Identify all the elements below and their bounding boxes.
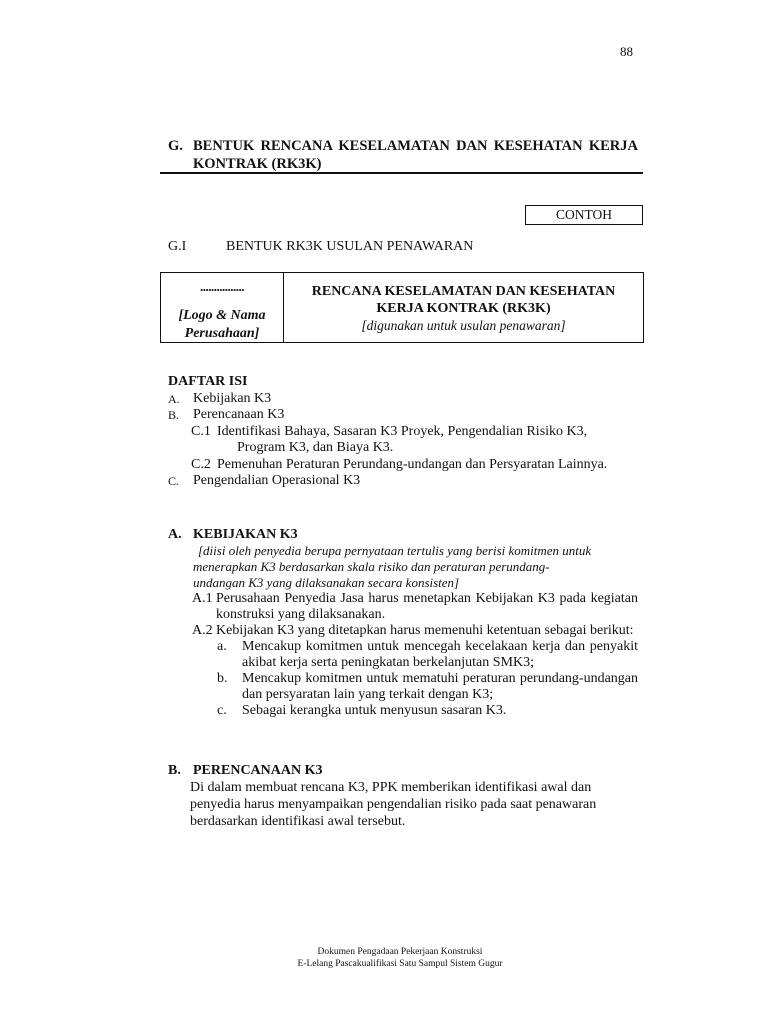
planning-body-line3: berdasarkan identifikasi awal tersebut. [190, 814, 406, 829]
subsection-title [168, 239, 473, 255]
logo-placeholder [161, 307, 283, 343]
policy-subpoint-mark: b. [217, 671, 228, 686]
policy-subpoint [168, 703, 638, 719]
logo-placeholder-line2: Perusahaan] [184, 326, 260, 341]
policy-heading-mark: A. [168, 527, 182, 542]
policy-point-mark: A.2 [192, 623, 213, 638]
planning-body-line2: penyedia harus menyampaikan pengendalian risiko pada saat penawaran [190, 797, 597, 812]
form-title-line1: RENCANA KESELAMATAN DAN KESEHATAN [311, 284, 616, 299]
toc-item-mark: A. [168, 391, 180, 406]
page-footer [160, 946, 640, 970]
footer-line1: Dokumen Pengadaan Pekerjaan Konstruksi [317, 947, 483, 957]
table-of-contents [168, 374, 648, 490]
policy-subpoint [168, 671, 638, 703]
page-number: 88 [620, 44, 633, 59]
toc-subitem-mark: C.2 [191, 456, 211, 472]
policy-subpoint [168, 639, 638, 671]
toc-item [168, 391, 648, 408]
policy-subpoint-mark: a. [217, 639, 227, 654]
toc-heading: DAFTAR ISI [168, 374, 248, 389]
section-letter: G. [168, 138, 183, 154]
logo-placeholder-line1: [Logo & Nama [178, 308, 266, 323]
subsection-text: BENTUK RK3K USULAN PENAWARAN [226, 239, 474, 254]
policy-point [168, 591, 638, 623]
policy-instruction-note [168, 543, 638, 591]
dotted-placeholder: ................ [200, 279, 244, 294]
toc-item-text: Kebijakan K3 [193, 390, 272, 406]
form-title-cell [284, 273, 643, 342]
policy-heading-text: KEBIJAKAN K3 [193, 527, 298, 542]
policy-note-line2: menerapkan K3 berdasarkan skala risiko dan peraturan perundang- [193, 559, 550, 574]
policy-point-text: Perusahaan Penyedia Jasa harus menetapkan Kebijakan K3 pada kegiatan konstruksi yang dilaksanakan. [216, 591, 638, 622]
policy-subpoint-text: Mencakup komitmen untuk mencegah kecelakaan kerja dan penyakit akibat kerja serta peningkatan berkelanjutan SMK3; [242, 639, 638, 670]
toc-item-text: Pengendalian Operasional K3 [193, 473, 361, 488]
policy-subpoint-text: Sebagai kerangka untuk menyusun sasaran K3. [242, 703, 507, 718]
policy-point-text: Kebijakan K3 yang ditetapkan harus memenuhi ketentuan sebagai berikut: [216, 623, 634, 638]
section-heading [168, 137, 638, 173]
heading-divider [160, 172, 643, 174]
policy-point [168, 623, 638, 639]
policy-note-line1: [diisi oleh penyedia berupa pernyataan tertulis yang berisi komitmen untuk [198, 543, 592, 558]
planning-body-line1: Di dalam membuat rencana K3, PPK memberikan identifikasi awal dan [190, 780, 592, 795]
policy-subpoint-mark: c. [217, 703, 227, 718]
form-subtitle: [digunakan untuk usulan penawaran] [361, 318, 566, 333]
toc-item-text: Perencanaan K3 [193, 407, 285, 422]
policy-subpoint-text: Mencakup komitmen untuk mematuhi peraturan perundang-undangan dan persyaratan lain yang terkait dengan K3; [242, 671, 638, 702]
toc-subitem [168, 424, 648, 457]
policy-note-line3: undangan K3 yang dilaksanakan secara konsisten] [193, 575, 460, 590]
planning-section [168, 762, 638, 830]
section-title: BENTUK RENCANA KESELAMATAN DAN KESEHATAN KERJA KONTRAK (RK3K) [193, 138, 638, 172]
form-title-line2: KERJA KONTRAK (RK3K) [376, 301, 551, 316]
planning-body [168, 779, 638, 830]
footer-line2: E-Lelang Pascakualifikasi Satu Sampul Sistem Gugur [297, 959, 503, 969]
toc-item-mark: B. [168, 408, 180, 422]
logo-cell [161, 273, 284, 342]
policy-heading [168, 527, 638, 543]
planning-heading-text: PERENCANAAN K3 [193, 763, 323, 778]
toc-subitem-text: Pemenuhan Peraturan Perundang-undangan dan Persyaratan Lainnya. [217, 456, 608, 472]
toc-item [168, 407, 648, 424]
toc-subitem-mark: C.1 [191, 423, 211, 439]
planning-heading-mark: B. [168, 763, 181, 778]
form-header-table [160, 272, 644, 343]
toc-subitem [168, 457, 648, 474]
toc-subitem-text-cont: Program K3, dan Biaya K3. [237, 440, 394, 455]
policy-point-mark: A.1 [192, 591, 213, 606]
toc-subitem-text: Identifikasi Bahaya, Sasaran K3 Proyek, Pengendalian Risiko K3, [217, 423, 588, 439]
toc-item-mark: C. [168, 474, 180, 488]
planning-heading [168, 762, 638, 779]
policy-section [168, 527, 638, 719]
toc-item [168, 473, 648, 490]
subsection-code: G.I [168, 239, 187, 254]
example-label-box: CONTOH [525, 205, 643, 225]
